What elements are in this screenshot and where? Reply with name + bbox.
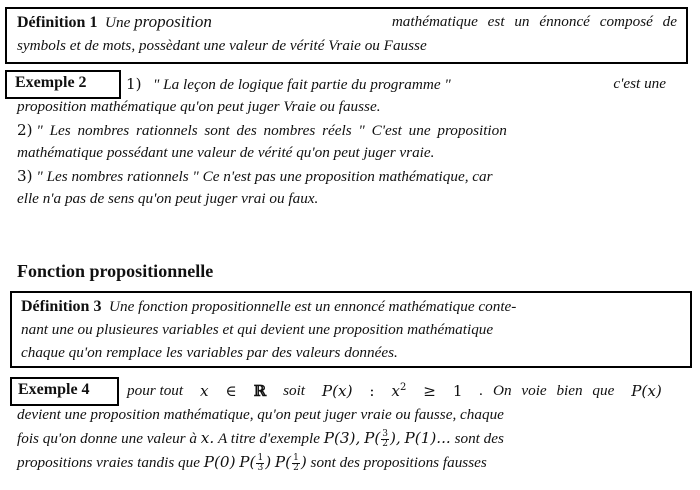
definition-1-line-1: Définition 1 Une proposition mathématique est un énnoncé composé de	[17, 12, 677, 31]
example-4-line-2: devient une proposition mathématique, qu'on peut juger vraie ou fausse, chaque	[17, 406, 504, 423]
example-2-line-1: 1) " La leçon de logique fait partie du programme " c'est une	[126, 75, 666, 93]
definition-3-line-3: chaque qu'on remplace les variables par des valeurs données.	[21, 344, 398, 361]
keyword-proposition: proposition	[134, 12, 212, 31]
section-heading: Fonction propositionnelle	[17, 261, 214, 281]
definition-3-label: Définition 3	[21, 298, 102, 315]
example-4-label: Exemple 4	[18, 381, 90, 398]
example-2-line-4: mathématique possédant une valeur de vérité qu'on peut juger vraie.	[17, 144, 435, 161]
definition-1-line-2: symbols et de mots, possèdant une valeur de vérité Vraie ou Fausse	[17, 37, 427, 54]
definition-3-line-2: nant une ou plusieures variables et qui devient une proposition mathématique	[21, 321, 494, 338]
fraction-1-over-2: $\frac{1}{2}$	[293, 452, 299, 473]
definition-3-line-1: Définition 3 Une fonction propositionnelle est un ennoncé mathématique conte-	[21, 298, 517, 315]
fraction-1-over-3: $\frac{1}{3}$	[257, 452, 264, 473]
example-2-line-3: 2) " Les nombres rationnels sont des nombres réels " C'est une proposition	[17, 121, 507, 139]
example-2-line-5: 3) " Les nombres rationnels " Ce n'est pas une proposition mathématique, car	[17, 167, 493, 185]
example-2-line-6: elle n'a pas de sens qu'on peut juger vrai ou faux.	[17, 190, 319, 207]
example-4-line-1: pour tout x ∈ ℝ soit P(x) : $x^2$ ≥ 1 . On voie bien que P(x)	[127, 382, 662, 400]
fraction-3-over-2: $\frac{3}{2}$	[382, 428, 388, 449]
example-2-label: Exemple 2	[15, 74, 87, 91]
example-4-line-4: propositions vraies tandis que P(0) P( $\frac{1}{3}$ ) P( $\frac{1}{2}$ ) sont des propositions fausses	[17, 452, 487, 473]
example-4-line-3: fois qu'on donne une valeur à x. A titre d'exemple P(3), P( $\frac{3}{2}$ ), P(1)... sont des	[17, 428, 504, 449]
example-2-line-2: proposition mathématique qu'on peut juger Vraie ou fausse.	[17, 98, 381, 115]
definition-1-label: Définition 1	[17, 14, 98, 31]
